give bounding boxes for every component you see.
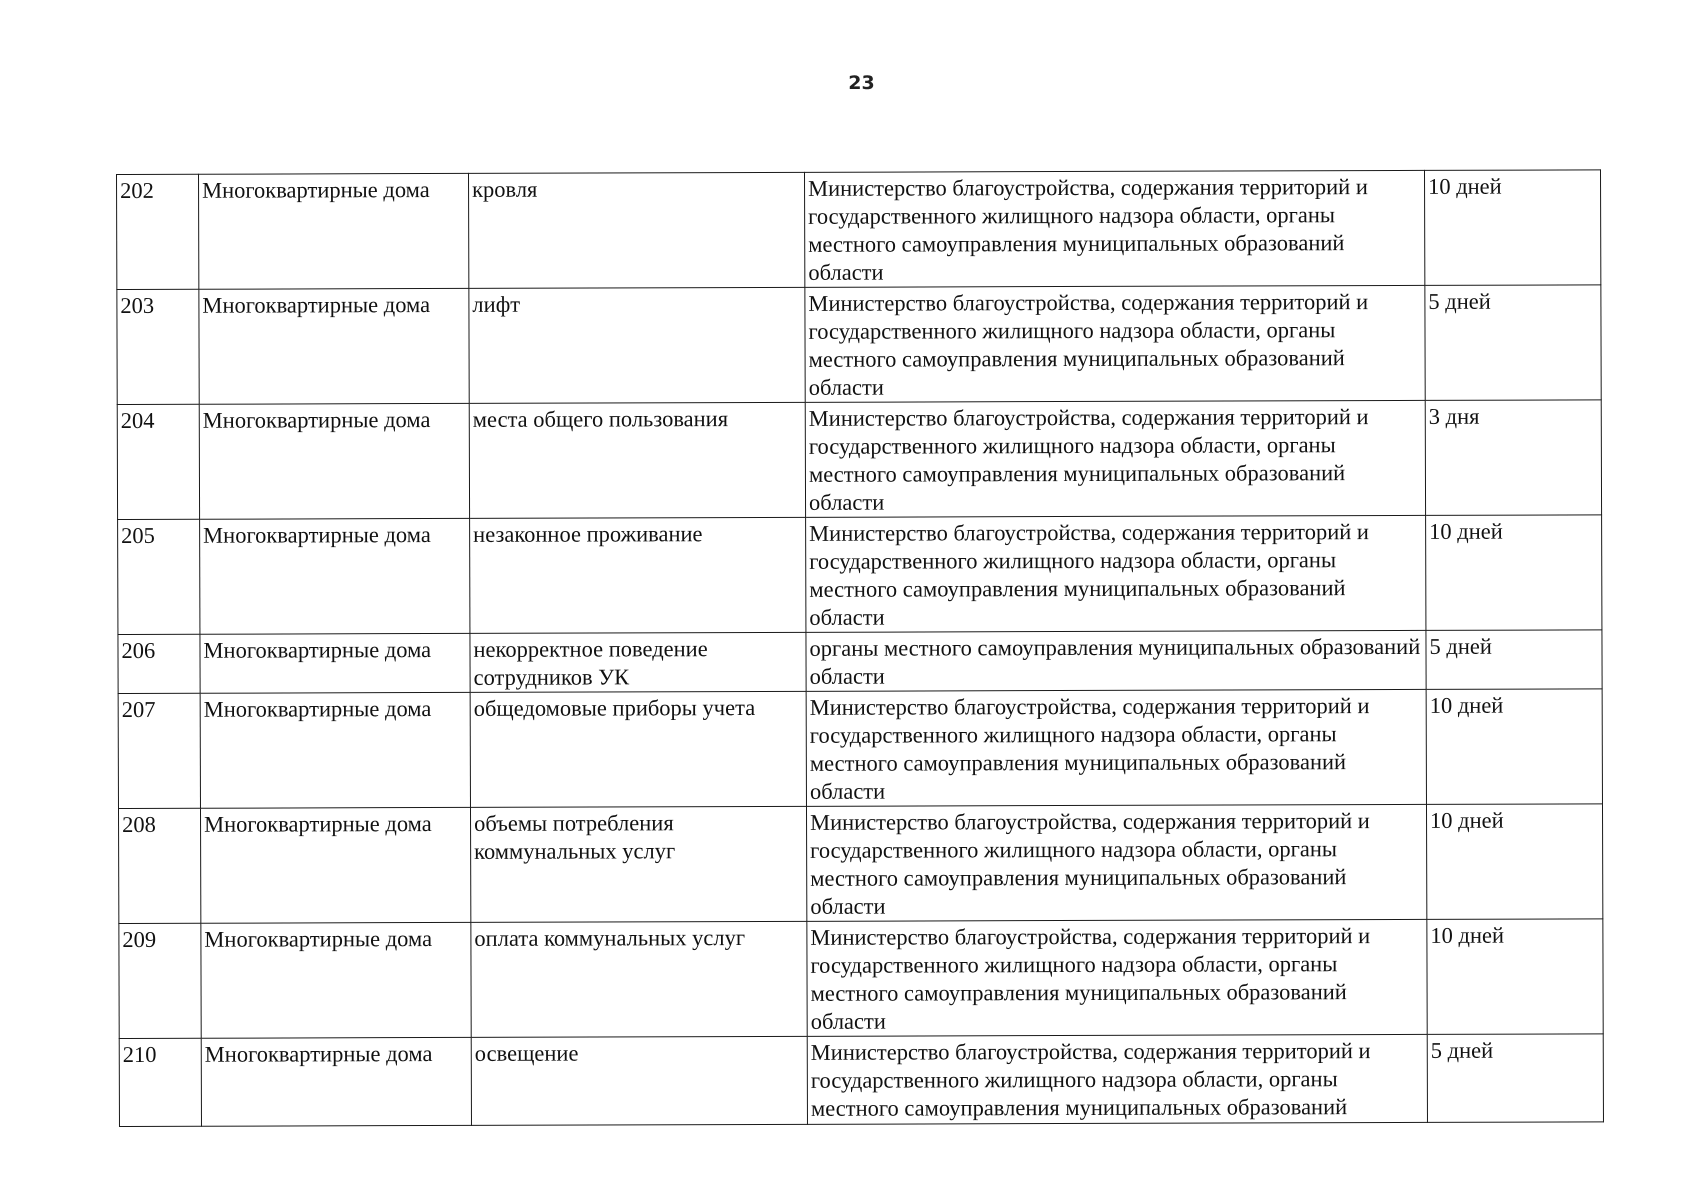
- responsible-org-cell: Министерство благоустройства, содержания территорий и государственного жилищного надзора области, органы местного самоуправления муниципальных образований области: [806, 804, 1426, 921]
- row-number: 206: [118, 634, 200, 693]
- responsible-org-cell: Министерство благоустройства, содержания территорий и государственного жилищного надзора области, органы местного самоуправления муниципальных образований: [807, 1034, 1427, 1124]
- responsible-org-cell: Министерство благоустройства, содержания территорий и государственного жилищного надзора области, органы местного самоуправления муниципальных образований области: [805, 285, 1425, 402]
- row-number: 203: [117, 289, 199, 404]
- row-number: 205: [118, 519, 200, 634]
- object-cell: Многоквартирные дома: [200, 633, 470, 693]
- term-cell: 10 дней: [1426, 804, 1602, 920]
- row-number: 208: [118, 808, 200, 923]
- responsible-org-cell: Министерство благоустройства, содержания территорий и государственного жилищного надзора области, органы местного самоуправления муниципальных образований области: [806, 515, 1426, 632]
- object-cell: Многоквартирные дома: [201, 922, 471, 1038]
- table-row: [119, 1034, 1603, 1127]
- term-cell: 10 дней: [1426, 515, 1602, 631]
- topic-cell: лифт: [469, 287, 805, 403]
- term-cell: 5 дней: [1427, 1034, 1603, 1123]
- table-row: [118, 689, 1602, 809]
- table-row: [117, 285, 1601, 405]
- row-number: 210: [119, 1038, 201, 1126]
- table-row: [118, 804, 1602, 924]
- topic-cell: места общего пользования: [469, 402, 805, 518]
- table-row: [117, 170, 1601, 290]
- table-row: [117, 400, 1601, 520]
- registry-table: [116, 169, 1604, 1127]
- row-number: 204: [117, 404, 199, 519]
- object-cell: Многоквартирные дома: [201, 1037, 471, 1126]
- topic-cell: незаконное проживание: [470, 517, 806, 633]
- responsible-org-cell: Министерство благоустройства, содержания территорий и государственного жилищного надзора области, органы местного самоуправления муниципальных образований области: [804, 170, 1424, 287]
- page-number: 23: [848, 72, 875, 94]
- responsible-org-cell: Министерство благоустройства, содержания территорий и государственного жилищного надзора области, органы местного самоуправления муниципальных образований области: [807, 919, 1427, 1036]
- responsible-org-cell: Министерство благоустройства, содержания территорий и государственного жилищного надзора области, органы местного самоуправления муниципальных образований области: [806, 689, 1426, 806]
- table-row: [118, 515, 1602, 635]
- topic-cell: кровля: [468, 172, 804, 288]
- object-cell: Многоквартирные дома: [200, 692, 470, 808]
- table-row: [119, 919, 1603, 1039]
- table-row: [118, 630, 1602, 694]
- object-cell: Многоквартирные дома: [199, 173, 469, 289]
- responsible-org-cell: Министерство благоустройства, содержания территорий и государственного жилищного надзора области, органы местного самоуправления муниципальных образований области: [805, 400, 1425, 517]
- object-cell: Многоквартирные дома: [199, 403, 469, 519]
- topic-cell: некорректное поведение сотрудников УК: [470, 632, 806, 692]
- object-cell: Многоквартирные дома: [199, 288, 469, 404]
- object-cell: Многоквартирные дома: [200, 807, 470, 923]
- row-number: 209: [119, 923, 201, 1038]
- topic-cell: объемы потребления коммунальных услуг: [470, 806, 806, 922]
- term-cell: 10 дней: [1427, 919, 1603, 1035]
- row-number: 207: [118, 693, 200, 808]
- term-cell: 3 дня: [1425, 400, 1601, 516]
- topic-cell: оплата коммунальных услуг: [471, 921, 807, 1037]
- row-number: 202: [117, 174, 199, 289]
- topic-cell: общедомовые приборы учета: [470, 691, 806, 807]
- term-cell: 5 дней: [1426, 630, 1602, 690]
- object-cell: Многоквартирные дома: [200, 518, 470, 634]
- term-cell: 10 дней: [1424, 170, 1600, 286]
- term-cell: 10 дней: [1426, 689, 1602, 805]
- topic-cell: освещение: [471, 1036, 807, 1125]
- responsible-org-cell: органы местного самоуправления муниципальных образований области: [806, 630, 1426, 691]
- term-cell: 5 дней: [1425, 285, 1601, 401]
